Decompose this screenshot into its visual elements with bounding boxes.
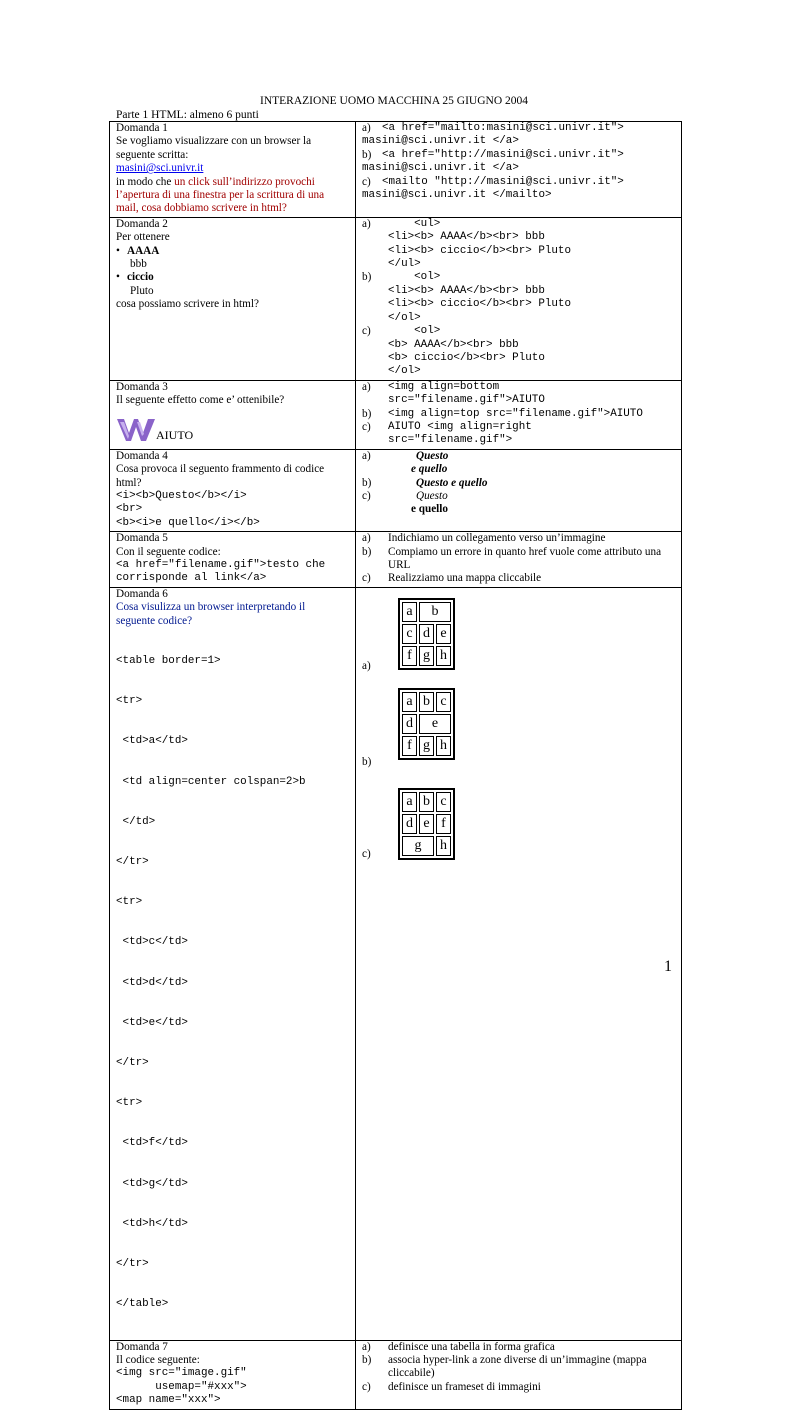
list-item — [128, 271, 351, 298]
question-2-question: cosa possiamo scrivere in html? — [116, 298, 259, 311]
table-cell: e — [419, 714, 451, 734]
question-2-title: Domanda 2 — [116, 217, 168, 230]
answer-text: definisce un frameset di immagini — [388, 1380, 541, 1393]
answer-label: a) — [362, 1340, 371, 1353]
answer-label: b) — [362, 756, 372, 769]
question-3-title: Domanda 3 — [116, 380, 168, 393]
code-line: <td>f</td> — [116, 1137, 188, 1150]
questions-table — [109, 121, 682, 1410]
table-cell: c — [436, 692, 451, 712]
answer-7a — [362, 1341, 677, 1354]
question-row-3 — [110, 380, 682, 449]
question-2-cell — [110, 217, 356, 380]
answer-label: b) — [362, 271, 372, 284]
answer-1a — [362, 122, 677, 135]
answer-label: b) — [362, 545, 372, 558]
table-cell: h — [436, 646, 451, 666]
table-cell: g — [419, 646, 434, 666]
answers-4-cell — [356, 449, 682, 531]
answers-3-cell — [356, 380, 682, 449]
answer-label: a) — [362, 217, 371, 230]
table-cell: h — [436, 736, 451, 756]
answer-label: a) — [362, 449, 371, 462]
code-line: <td>g</td> — [116, 1177, 188, 1190]
question-1-line5: mail, cosa dobbiamo scrivere in html? — [116, 202, 287, 215]
answer-2c — [362, 325, 677, 379]
question-6-line2: seguente codice? — [116, 614, 193, 627]
aiuto-text: AIUTO — [156, 428, 194, 443]
answer-label: b) — [362, 476, 372, 489]
answer-3a — [362, 381, 677, 408]
code-line: <td>a</td> — [116, 735, 188, 748]
rendered-table-a — [398, 598, 455, 670]
question-2-intro: Per ottenere — [116, 231, 170, 244]
question-3-cell — [110, 380, 356, 449]
code-line: <li><b> AAAA</b><br> bbb — [388, 231, 545, 244]
answer-6a — [362, 592, 677, 674]
code-line: </td> — [116, 815, 156, 828]
answer-2b — [362, 271, 677, 325]
code-line: corrisponde al link</a> — [116, 572, 267, 585]
table-cell: b — [419, 602, 451, 622]
question-1-line4: l’apertura di una finestra per la scrittura di una — [116, 189, 325, 202]
code-line: <td>e</td> — [116, 1016, 188, 1029]
code-line: <map name="xxx"> — [116, 1394, 221, 1407]
code-line: <tr> — [116, 896, 143, 909]
table-cell: h — [436, 836, 451, 856]
code-line: src="filename.gif"> — [388, 434, 513, 447]
answers-2-cell — [356, 217, 682, 380]
code-line: <li><b> ciccio</b><br> Pluto — [388, 298, 571, 311]
table-cell: e — [436, 624, 451, 644]
table-cell: b — [419, 692, 434, 712]
question-5-title: Domanda 5 — [116, 532, 168, 545]
code-line: <img align=bottom — [388, 380, 500, 393]
question-4-line2: html? — [116, 476, 142, 489]
document-subtitle: Parte 1 HTML: almeno 6 punti — [116, 109, 259, 121]
table-cell: e — [419, 814, 434, 834]
question-4-line1: Cosa provoca il seguento frammento di codice — [116, 463, 325, 476]
question-row-2 — [110, 217, 682, 380]
question-7-cell — [110, 1340, 356, 1409]
answer-text: Questo — [416, 489, 448, 502]
list-item-sub: bbb — [130, 258, 147, 271]
answer-label: c) — [362, 1380, 371, 1393]
code-line: <td>h</td> — [116, 1217, 188, 1230]
code-line: <b><i>e quello</i></b> — [116, 516, 260, 529]
answer-label: c) — [362, 572, 371, 585]
code-line: <td align=center colspan=2>b — [116, 775, 306, 788]
code-line: usemap="#xxx"> — [116, 1380, 247, 1393]
answer-label: b) — [362, 1353, 372, 1366]
answer-text: definisce una tabella in forma grafica — [388, 1340, 555, 1353]
code-line: </ol> — [388, 311, 421, 324]
answer-text: e quello — [411, 503, 448, 516]
answer-4c — [362, 490, 677, 503]
code-block — [116, 628, 351, 1339]
table-cell: f — [402, 736, 417, 756]
code-line: <td>d</td> — [116, 976, 188, 989]
code-line: <ul> — [388, 217, 441, 230]
code-line: AIUTO <img align=right — [388, 420, 532, 433]
code-line: <ol> — [388, 271, 441, 284]
table-cell: c — [402, 624, 417, 644]
answer-4a — [362, 450, 677, 463]
answer-text: e quello — [411, 463, 448, 476]
question-4-cell — [110, 449, 356, 531]
code-line: </tr> — [116, 1057, 149, 1070]
answer-1c — [362, 176, 677, 189]
answer-3b — [362, 408, 677, 421]
table-cell: d — [402, 714, 417, 734]
question-7-title: Domanda 7 — [116, 1340, 168, 1353]
question-row-6 — [110, 587, 682, 1340]
answer-code: <mailto "http://masini@sci.univr.it"> — [382, 175, 624, 188]
question-row-7 — [110, 1340, 682, 1409]
code-line: <img src="image.gif" — [116, 1367, 247, 1380]
code-line: <li><b> ciccio</b><br> Pluto — [388, 244, 571, 257]
question-6-line1: Cosa visulizza un browser interpretando il — [116, 601, 306, 614]
table-cell: g — [419, 736, 434, 756]
answer-label: c) — [362, 325, 371, 338]
code-line: </tr> — [116, 855, 149, 868]
answer-text: Questo e quello — [416, 476, 488, 489]
code-line: </table> — [116, 1298, 169, 1311]
email-link[interactable]: masini@sci.univr.it — [116, 162, 204, 175]
answer-text: associa hyper-link a zone diverse di un’immagine (mappa cliccabile) — [388, 1353, 647, 1380]
list-item-bold: ciccio — [127, 271, 154, 284]
question-1-line3b: un click sull’indirizzo provochi — [174, 175, 315, 188]
table-cell: d — [419, 624, 434, 644]
answer-text: Realizziamo una mappa cliccabile — [388, 572, 542, 585]
example-list — [116, 245, 351, 299]
answer-1b-line2: masini@sci.univr.it </a> — [362, 162, 519, 175]
answers-1-cell — [356, 122, 682, 218]
answer-label: a) — [362, 380, 371, 393]
code-line: </ol> — [388, 365, 421, 378]
answer-1c-line2: masini@sci.univr.it </mailto> — [362, 189, 552, 202]
table-cell: c — [436, 792, 451, 812]
question-6-cell — [110, 587, 356, 1340]
code-line: <br> — [116, 503, 143, 516]
list-item-sub: Pluto — [130, 284, 154, 297]
code-line: </ul> — [388, 258, 421, 271]
answers-6-cell — [356, 587, 682, 1340]
code-line: <table border=1> — [116, 654, 221, 667]
answer-code: <a href="mailto:masini@sci.univr.it"> — [382, 122, 624, 134]
answer-6b — [362, 674, 677, 770]
question-row-4 — [110, 449, 682, 531]
list-item — [128, 245, 351, 272]
question-5-cell — [110, 532, 356, 588]
code-line: <tr> — [116, 1097, 143, 1110]
question-1-line2: seguente scritta: — [116, 148, 189, 161]
table-cell: f — [436, 814, 451, 834]
answer-7c — [362, 1381, 677, 1394]
answer-label: b) — [362, 407, 372, 420]
rendered-table-b — [398, 688, 455, 760]
list-item-bold: AAAA — [127, 244, 160, 257]
answer-4b — [362, 477, 677, 490]
code-line: src="filename.gif">AIUTO — [388, 394, 545, 407]
question-6-title: Domanda 6 — [116, 587, 168, 600]
table-cell: f — [402, 646, 417, 666]
answer-1b — [362, 149, 677, 162]
question-1-cell — [110, 122, 356, 218]
rendered-table-c — [398, 788, 455, 860]
question-1-line3a: in modo che — [116, 175, 175, 188]
code-line: <i><b>Questo</b></i> — [116, 489, 247, 502]
table-cell: a — [402, 692, 417, 712]
code-line: <li><b> AAAA</b><br> bbb — [388, 284, 545, 297]
answer-5b — [362, 546, 677, 573]
code-line: </tr> — [116, 1258, 149, 1271]
logo-image — [116, 415, 156, 443]
table-cell: a — [402, 602, 417, 622]
code-line: <img align=top src="filename.gif">AIUTO — [388, 407, 643, 420]
question-3-question: Il seguente effetto come e’ ottenibile? — [116, 394, 285, 407]
answer-text: Compiamo un errore in quanto href vuole come attributo una URL — [388, 545, 662, 571]
table-cell: b — [419, 792, 434, 812]
answer-label: c) — [362, 848, 371, 861]
answer-code: <a href="http://masini@sci.univr.it"> — [382, 148, 624, 161]
answer-7b — [362, 1354, 677, 1381]
code-line: <b> ciccio</b><br> Pluto — [388, 351, 545, 364]
question-7-line1: Il codice seguente: — [116, 1353, 200, 1366]
answers-7-cell — [356, 1340, 682, 1409]
question-1-title: Domanda 1 — [116, 122, 168, 134]
answer-text: Indichiamo un collegamento verso un’immagine — [388, 532, 606, 545]
table-cell: d — [402, 814, 417, 834]
answer-1a-line2: masini@sci.univr.it </a> — [362, 135, 519, 148]
page-number: 1 — [664, 958, 672, 975]
answer-label: c) — [362, 489, 371, 502]
document-title: INTERAZIONE UOMO MACCHINA 25 GIUGNO 2004 — [260, 95, 528, 107]
table-cell: a — [402, 792, 417, 812]
answer-5c — [362, 572, 677, 585]
answer-3c — [362, 421, 677, 448]
question-1-line1: Se vogliamo visualizzare con un browser la — [116, 135, 312, 148]
answer-text: Questo — [416, 449, 449, 462]
question-row-5 — [110, 532, 682, 588]
code-line: <tr> — [116, 695, 143, 708]
answer-label: b) — [362, 148, 372, 161]
answer-label: a) — [362, 532, 371, 545]
answer-label: c) — [362, 175, 371, 188]
answer-label: a) — [362, 660, 371, 673]
code-line: <a href="filename.gif">testo che — [116, 559, 326, 571]
table-cell: g — [402, 836, 434, 856]
answer-label: a) — [362, 122, 371, 134]
question-5-line1: Con il seguente codice: — [116, 545, 221, 558]
answers-5-cell — [356, 532, 682, 588]
question-row-1 — [110, 122, 682, 218]
code-line: <td>c</td> — [116, 936, 188, 949]
question-4-title: Domanda 4 — [116, 449, 168, 462]
answer-label: c) — [362, 420, 371, 433]
code-line: <b> AAAA</b><br> bbb — [388, 338, 519, 351]
answer-2a — [362, 218, 677, 272]
code-line: <ol> — [388, 325, 441, 338]
answer-6c — [362, 770, 677, 862]
answer-5a — [362, 532, 677, 545]
